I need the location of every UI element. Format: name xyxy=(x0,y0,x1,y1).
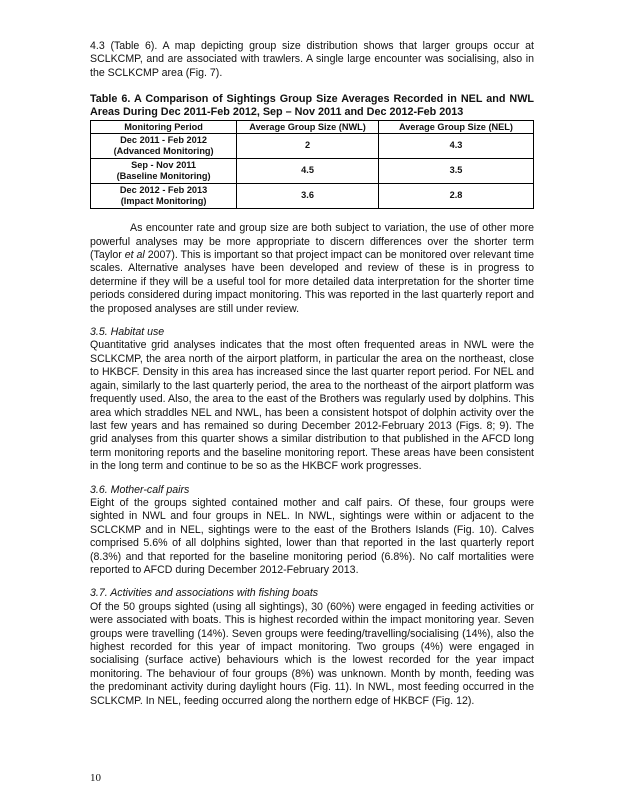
analysis-paragraph: As encounter rate and group size are both subject to variation, the use of other more powerful analyses may be more appropriate to discern differences over the shorter term (Taylor et al 2007). This is important so that project impact can be monitored over relevant time scales. Alternative analyses have been developed and review of these is in progress to determine if they will be a useful tool for more detailed data interpretation for the shorter time periods considered during impact monitoring. This was reported in the last quarterly report and the proposed analyses are still under review. xyxy=(90,222,535,315)
period-cell: Sep - Nov 2011 (Baseline Monitoring) xyxy=(91,159,237,184)
intro-paragraph: 4.3 (Table 6). A map depicting group size distribution shows that larger groups occur at SCLKCMP, and are associated with trawlers. A single large encounter was socialising, also in the SCLKCMP area (Fig. 7). xyxy=(90,40,534,79)
table-row xyxy=(91,184,534,209)
header-nwl: Average Group Size (NWL) xyxy=(237,121,379,134)
nwl-cell: 4.5 xyxy=(237,159,379,184)
nwl-cell: 2 xyxy=(237,134,379,159)
table-header-row xyxy=(91,121,534,134)
habitat-paragraph: Quantitative grid analyses indicates that the most often frequented areas in NWL were the SCLKCMP, the area north of the airport platform, in particular the area on the northeast, close to HKBCF. Density in this area has increased since the last quarter report period. For NEL and again, similarly to the last quarterly period, the area to the northeast of the airport platform was frequently used. Also, the area to the east of the Brothers was regularly used by dolphins. This area which straddles NEL and NWL, has been a consistent hotspot of dolphin activity over the last few years and has remained so during December 2012-February 2013 (Figs. 8; 9). The grid analyses from this quarter shows a similar distribution to that published in the AFCD long term monitoring reports and the baseline monitoring report. These areas have been consistent in the long term and continue to be so as the HKBCF work progresses. xyxy=(90,339,534,473)
mother-calf-heading: 3.6. Mother-calf pairs xyxy=(90,483,190,496)
activities-heading: 3.7. Activities and associations with fishing boats xyxy=(90,587,319,600)
group-size-table xyxy=(90,120,534,209)
activities-paragraph: Of the 50 groups sighted (using all sightings), 30 (60%) were engaged in feeding activities or were associated with boats. This is highest recorded within the impact monitoring year. Seven groups were travelling (14%). Seven groups were feeding/travelling/socialising (14%), also the highest recorded for this year of impact monitoring. Two groups (4%) were engaged in socialising (surface active) behaviours which is the lowest recorded for the year impact monitoring. The behaviour of four groups (8%) was unknown. Month by month, feeding was the predominant activity during daylight hours (Fig. 11). In NWL, most feeding occurred in the SCLKCMP. In NEL, feeding occurred along the northern edge of HKBCF (Fig. 12). xyxy=(90,600,534,707)
nel-cell: 2.8 xyxy=(378,184,533,209)
habitat-heading: 3.5. Habitat use xyxy=(90,326,165,339)
nel-cell: 4.3 xyxy=(378,134,533,159)
nwl-cell: 3.6 xyxy=(237,184,379,209)
table-row xyxy=(91,134,534,159)
period-cell: Dec 2011 - Feb 2012 (Advanced Monitoring) xyxy=(91,134,237,159)
header-period: Monitoring Period xyxy=(91,121,237,134)
period-cell: Dec 2012 - Feb 2013 (Impact Monitoring) xyxy=(91,184,237,209)
header-nel: Average Group Size (NEL) xyxy=(378,121,533,134)
page-number: 10 xyxy=(90,772,101,784)
mother-calf-paragraph: Eight of the groups sighted contained mother and calf pairs. Of these, four groups were sighted in NWL and four groups in NEL. In NWL, sightings were within or adjacent to the SCLCKMP and in NEL, sightings were to the east of the Brothers Islands (Fig. 10). Calves comprised 5.6% of all dolphins sighted, lower than that reported in the last quarterly report (8.3%) and that reported for the baseline monitoring period (6.8%). No calf mortalities were reported to AFCD during December 2012-February 2013. xyxy=(90,496,534,576)
document-page xyxy=(90,40,534,708)
table-title: Table 6. A Comparison of Sightings Group Size Averages Recorded in NEL and NWL Areas During Dec 2011-Feb 2012, Sep – Nov 2011 and Dec 2012-Feb 2013 xyxy=(90,93,534,119)
table-row xyxy=(91,159,534,184)
nel-cell: 3.5 xyxy=(378,159,533,184)
